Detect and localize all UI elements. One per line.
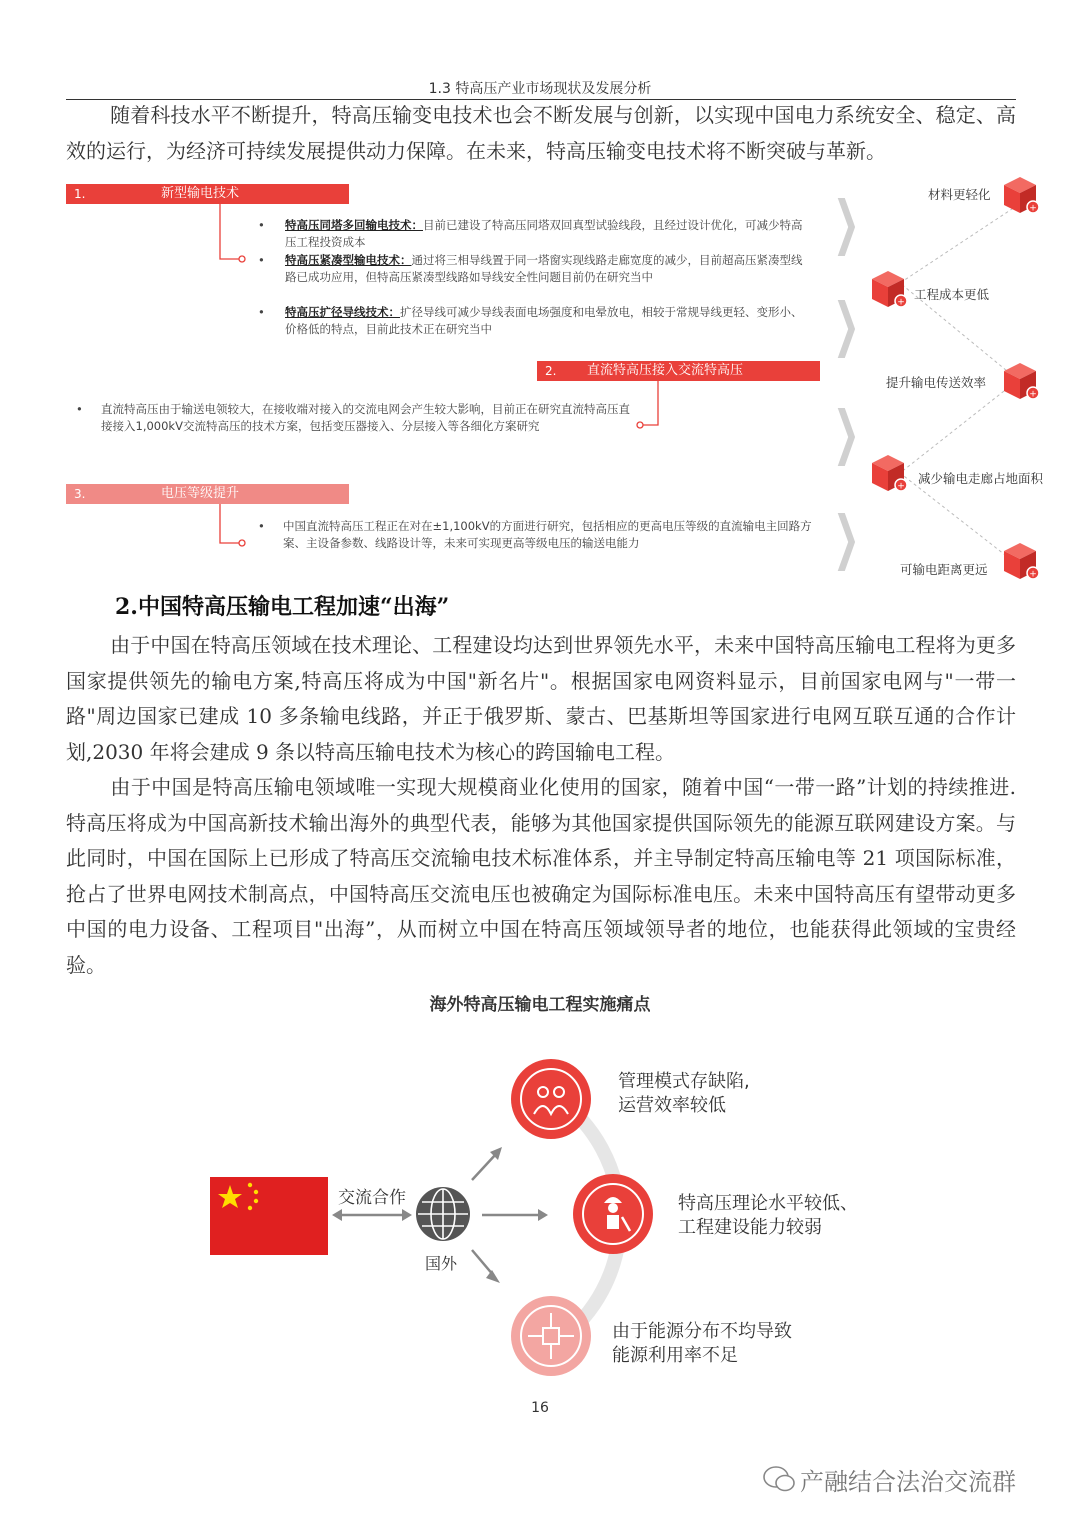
chevron-right-icon: ❯	[832, 188, 860, 256]
paragraph-2: 由于中国在特高压领域在技术理论、工程建设均达到世界领先水平，未来中国特高压输电工程将为更多国家提供领先的输电方案,特高压将成为中国"新名片"。根据国家电网资料显示，目前国家电网与"一带一路"周边国家已建成 10 多条输电线路，并正于俄罗斯、蒙古、巴基斯坦等国家进行电网互联互通的合作计划,2030 年将会建成 9 条以特高压输电技术为核心的跨国输电工程。	[66, 633, 1016, 764]
section2-number: 2.	[545, 364, 557, 378]
intro-paragraph: 随着科技水平不断提升，特高压输变电技术也会不断发展与创新，以实现中国电力系统安全、稳定、高效的运行，为经济可持续发展提供动力保障。在未来，特高压输变电技术将不断突破与革新。	[66, 103, 1016, 163]
section1-bar	[66, 184, 349, 204]
section1-item2: 特高压紧凑型输电技术：通过将三相导线置于同一塔窗实现线路走廊宽度的减少，目前超高压紧凑型线路已成功应用，但特高压紧凑型线路如导线安全性问题目前仍在研究当中	[285, 253, 803, 284]
benefit-label-4: 减少输电走廊占地面积	[918, 471, 1044, 486]
section3-title: 电压等级提升	[161, 486, 240, 501]
benefit-label-2: 工程成本更低	[914, 287, 990, 302]
wechat-icon	[762, 1464, 796, 1494]
china-flag-icon	[210, 1177, 328, 1255]
chevron-right-icon: ❯	[832, 398, 860, 466]
pain-point-1: 管理模式存缺陷, 运营效率较低	[618, 1071, 750, 1116]
section1-number: 1.	[74, 187, 86, 201]
cube-icon	[1000, 359, 1044, 403]
section1-title: 新型输电技术	[161, 186, 240, 201]
section3-number: 3.	[74, 487, 86, 501]
cube-icon	[1000, 539, 1044, 583]
globe-label: 国外	[425, 1254, 458, 1273]
section2-title: 直流特高压接入交流特高压	[587, 363, 744, 378]
management-icon	[510, 1058, 592, 1140]
section2-text: 直流特高压由于输送电领较大，在接收端对接入的交流电网会产生较大影响，目前正在研究直流特高压直接接入1,000kV交流特高压的技术方案，包括变压器接入、分层接入等各细化方案研究	[101, 402, 630, 433]
paragraph-3: 由于中国是特高压输电领域唯一实现大规模商业化使用的国家，随着中国“一带一路”计划的持续推进. 特高压将成为中国高新技术输出海外的典型代表，能够为其他国家提供国际领先的能源互联网建设方案。与此同时，中国在国际上已形成了特高压交流输电技术标准体系，并主导制定特高压输电等 21 项国际标准，抢占了世界电网技术制高点，中国特高压交流电压也被确定为国际标准电压。未来中国特高压有望带动更多中国的电力设备、工程项目"出海”，从而树立中国在特高压领域领导者的地位，也能获得此领域的宝贵经验。	[66, 775, 1016, 977]
svg-text:+: +	[1029, 389, 1037, 400]
pain-points-figure	[0, 1040, 1080, 1380]
globe-icon	[414, 1185, 472, 1243]
worker-icon	[572, 1173, 654, 1255]
chevron-right-icon: ❯	[832, 290, 860, 358]
section-heading: 2.中国特高压输电工程加速“出海”	[115, 594, 450, 620]
page-number: 16	[531, 1400, 549, 1416]
svg-text:+: +	[1029, 569, 1037, 580]
benefit-label-5: 可输电距离更远	[900, 562, 988, 577]
watermark-text: 产融结合法治交流群	[800, 1468, 1016, 1496]
pain-point-3: 由于能源分布不均导致 能源利用率不足	[612, 1321, 792, 1366]
chevron-right-icon: ❯	[832, 503, 860, 571]
figure-title: 海外特高压输电工程实施痛点	[429, 995, 651, 1015]
cube-icon	[1000, 173, 1044, 217]
cube-icon	[868, 267, 912, 311]
svg-text:+: +	[897, 297, 905, 308]
section1-item1: 特高压同塔多回输电技术：目前已建设了特高压同塔双回真型试验线段，且经过设计优化，可减少特高压工程投资成本	[285, 218, 803, 249]
tech-diagram: 1. 新型输电技术 • • • 特高压同塔多回输电技术：目前已建设了特高压同塔双回真型试验线段，且经过设计优化，可减少特高压工程投资成本 特高压紧凑型输电技术：通过将三相导线置于同一塔窗实现线路走廊宽度的减少，目前超高压紧凑型线路已成功应用，但特高压紧凑型线路如导线安全性问题目前仍在研究当中 特高压扩径导线技术：扩径导线可减少导线表面电场强度和电晕放电，相较于常规导线更轻、变形小、价格低的特点，目前此技术正在研究当中 2. 直流特高压接入交流特高压 • 直流特高压由于输送电领较大，在接收端对接入的交流电网会产生较大影响，目前正在研究直流特高压直接接入1,000kV交流特高压的技术方案，包括变压器接入、分层接入等各细化方案研究 3. 电压等级提升 • 中国直流特高压工程正在对在±1,100kV的方面进行研究，包括相应的更高电压等级的直流输电主回路方案、主设备参数、线路设计等，未来可实现更高等级电压的输送电能力 ❯ ❯ ❯ ❯ 材料更轻化 + + 工程成本更低 提升输电传送效率 + + 减少输电走廊占地面积 可输电距离更远 +	[0, 175, 1080, 585]
benefit-label-1: 材料更轻化	[928, 187, 991, 202]
circuit-icon	[510, 1295, 592, 1377]
pain-point-2: 特高压理论水平较低、 工程建设能力较弱	[678, 1193, 858, 1238]
benefit-label-3: 提升输电传送效率	[886, 375, 987, 390]
cube-icon	[868, 451, 912, 495]
section3-text: 中国直流特高压工程正在对在±1,100kV的方面进行研究，包括相应的更高电压等级的直流输电主回路方案、主设备参数、线路设计等，未来可实现更高等级电压的输送电能力	[283, 519, 812, 550]
svg-text:+: +	[1029, 203, 1037, 214]
svg-text:+: +	[897, 481, 905, 492]
exchange-label: 交流合作	[338, 1188, 406, 1208]
section3-bar	[66, 484, 349, 504]
section2-bar	[537, 361, 820, 381]
running-header: 1.3 特高压产业市场现状及发展分析	[428, 81, 652, 97]
section1-item3: 特高压扩径导线技术：扩径导线可减少导线表面电场强度和电晕放电，相较于常规导线更轻、变形小、价格低的特点，目前此技术正在研究当中	[285, 305, 803, 336]
